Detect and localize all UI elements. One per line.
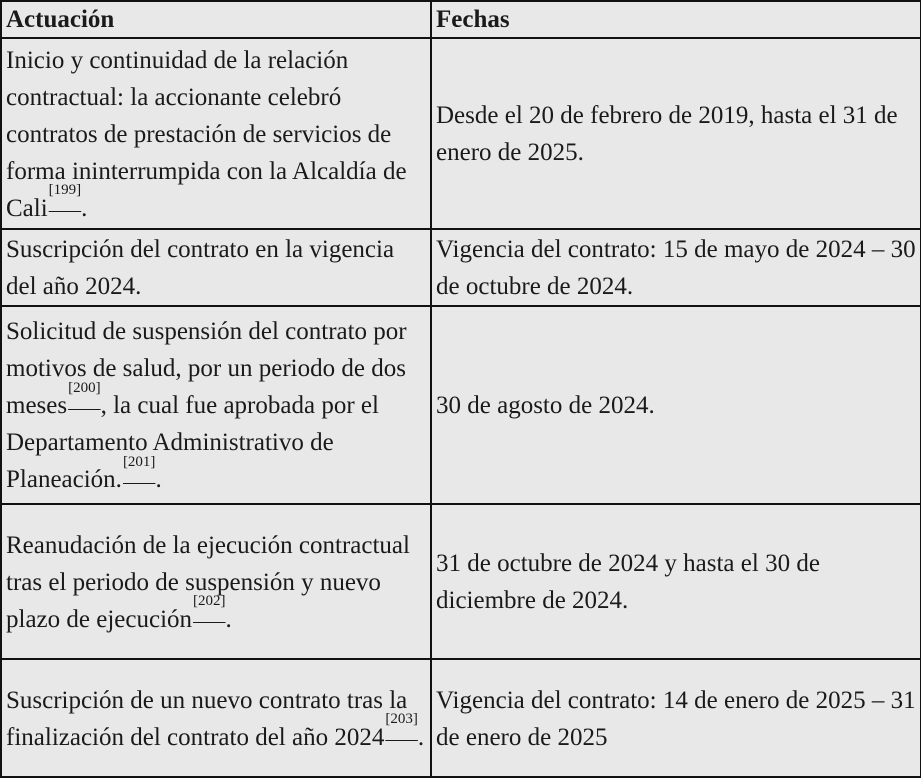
header-row bbox=[1, 1, 921, 38]
actuacion-tail: . bbox=[155, 466, 162, 493]
actuacion-text: Inicio y continuidad de la relación contractual: la accionante celebró contratos de prestación de servicios de forma ininterrumpida con la Alcaldía de Cali bbox=[6, 46, 407, 222]
actuacion-text: Reanudación de la ejecución contractual tras el periodo de suspensión y nuevo plazo de ejecución bbox=[6, 531, 410, 633]
table-row bbox=[1, 38, 921, 229]
actuacion-cell: Solicitud de suspensión del contrato por motivos de salud, por un periodo de dos meses[200], la cual fue aprobada por el Departamento Administrativo de Planeación.[201]. bbox=[1, 306, 431, 504]
table-row bbox=[1, 229, 921, 306]
fecha-cell: Vigencia del contrato: 14 de enero de 2025 – 31 de enero de 2025 bbox=[431, 659, 921, 777]
header-fechas: Fechas bbox=[431, 1, 921, 38]
actuacion-cell: Reanudación de la ejecución contractual tras el periodo de suspensión y nuevo plazo de ejecución[202]. bbox=[1, 504, 431, 659]
fecha-cell: 31 de octubre de 2024 y hasta el 30 de diciembre de 2024. bbox=[431, 504, 921, 659]
actuacion-cell: Suscripción del contrato en la vigencia del año 2024. bbox=[1, 229, 431, 306]
actuacion-text: Solicitud de suspensión del contrato por motivos de salud, por un periodo de dos meses bbox=[6, 318, 407, 419]
fecha-cell: Vigencia del contrato: 15 de mayo de 2024 – 30 de octubre de 2024. bbox=[431, 229, 921, 306]
table-row bbox=[1, 504, 921, 659]
header-actuacion: Actuación bbox=[1, 1, 431, 38]
actuacion-tail: . bbox=[225, 605, 232, 633]
actuacion-tail: . bbox=[417, 723, 425, 751]
actuacion-text: Suscripción de un nuevo contrato tras la finalización del contrato del año 2024 bbox=[6, 686, 408, 751]
fecha-cell: 30 de agosto de 2024. bbox=[431, 306, 921, 504]
actuacion-cell: Inicio y continuidad de la relación contractual: la accionante celebró contratos de prestación de servicios de forma ininterrumpida con la Alcaldía de Cali[199]. bbox=[1, 38, 431, 229]
fecha-cell: Desde el 20 de febrero de 2019, hasta el 31 de enero de 2025. bbox=[431, 38, 921, 229]
table-row bbox=[1, 306, 921, 504]
actuacion-tail: . bbox=[81, 194, 88, 222]
actuacion-cell: Suscripción de un nuevo contrato tras la finalización del contrato del año 2024[203]. bbox=[1, 659, 431, 777]
actuacion-text-cont: , la cual fue aprobada por el Departamento Administrativo de Planeación. bbox=[6, 392, 379, 493]
table-row bbox=[1, 659, 921, 777]
